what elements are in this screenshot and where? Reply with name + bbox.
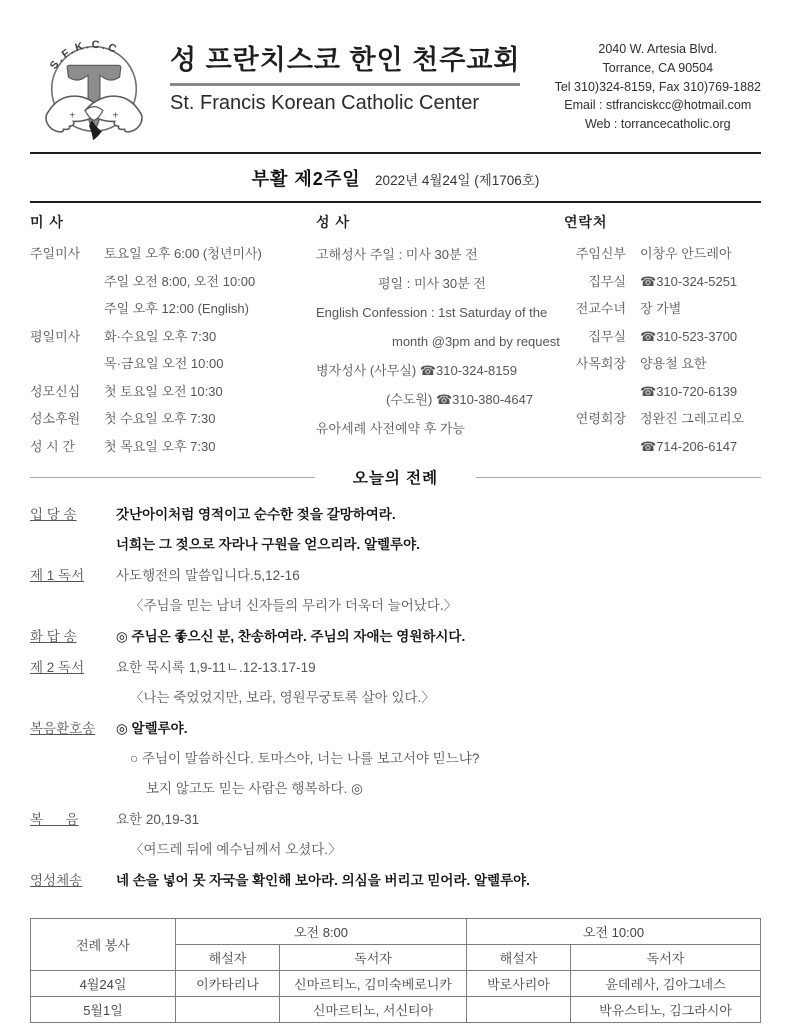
mass-row-value: 첫 목요일 오후 7:30 [104,438,216,454]
title-divider [170,83,520,86]
mass-row [30,405,316,433]
entry-label: 복 음 [30,812,79,827]
liturgy-entry-responsorial-psalm [30,622,761,652]
mass-row-value: 주일 오전 8:00, 오전 10:00 [104,273,256,289]
sacrament-line: month @3pm and by request [392,334,560,349]
entry-line: 네 손을 넣어 못 자국을 확인해 보아라. 의심을 버리고 믿어라. 알렐루야. [116,873,530,888]
mass-heading: 미 사 [30,214,64,230]
entry-line: ◎ 주님은 좋으신 분, 찬송하여라. 주님의 자애는 영원하시다. [116,629,466,644]
entry-line: 요한 묵시록 1,9-11ㄴ.12-13.17-19 [116,660,316,675]
mass-row-label [30,268,104,296]
contact-value: 장 가별 [640,301,682,316]
mass-row-value: 토요일 오후 6:00 (청년미사) [104,246,262,261]
sacrament-line: (수도원) ☎310-380-4647 [386,392,534,407]
contact-row [564,295,761,323]
mass-row-label [30,295,104,323]
phone-fax: Tel 310)324-8159, Fax 310)769-1882 [554,79,761,94]
contact-value: 정완진 그레고리오 [640,411,745,426]
church-logo-icon [30,26,158,144]
mass-row-label [30,350,104,378]
contacts-heading: 연락처 [564,214,608,230]
info-columns [30,203,761,460]
mass-row-value: 목·금요일 오전 10:00 [104,356,224,371]
entry-label: 제 1 독서 [30,568,85,583]
contact-value: ☎310-324-5251 [640,273,738,289]
mass-row-label: 주일미사 [30,246,81,261]
liturgy-entry-gospel [30,805,761,865]
svg-text:+: + [112,110,119,122]
mass-row [30,350,316,378]
divider-line-left [30,477,315,478]
contact-role [564,378,626,406]
contact-row [564,405,761,433]
address-block [555,40,761,134]
mass-section [30,212,316,460]
liturgy-entry-second-reading [30,653,761,713]
church-title-english: St. Francis Korean Catholic Center [170,92,480,114]
mass-row-value: 첫 수요일 오후 7:30 [104,411,216,426]
group-header-8am: 오전 8:00 [176,919,467,945]
mass-row [30,295,316,323]
mass-row [30,433,316,461]
subheader-reader-10am: 독서자 [571,945,761,971]
mass-row [30,378,316,406]
cell-date: 5월1일 [31,997,176,1023]
liturgy-heading: 오늘의 전례 [352,470,439,487]
church-title-block [170,38,520,115]
contact-role: 전교수녀 [575,301,626,316]
contact-row [564,350,761,378]
sacraments-section [316,212,564,460]
contact-role: 연령회장 [575,411,626,426]
divider-line-right [476,477,761,478]
entry-line: 보지 않고도 믿는 사람은 행복하다. ◎ [146,781,363,796]
contact-role: 집무실 [588,273,626,289]
entry-line: ◎ 알렐루야. [116,721,188,736]
entry-line: 요한 20,19-31 [116,812,200,827]
sacrament-line: 고해성사 주일 : 미사 30분 전 [316,247,478,262]
contact-row [564,323,761,351]
contact-value: 이창우 안드레아 [640,246,732,261]
masthead [30,154,761,201]
bulletin-issue-date: 2022년 4월24일 (제1706호) [375,173,540,188]
mass-row-value: 화·수요일 오후 7:30 [104,328,217,344]
contact-value: ☎714-206-6147 [640,438,738,454]
header [30,26,761,144]
liturgy-divider [30,466,761,488]
cell-commentator-8am [176,997,280,1023]
entry-label: 복음환호송 [30,721,96,736]
address-street: 2040 W. Artesia Blvd. [598,42,718,56]
mass-row-value: 주일 오후 12:00 (English) [104,301,249,316]
cell-commentator-8am: 이카타리나 [176,971,280,997]
website: Web : torrancecatholic.org [584,117,731,131]
mass-row-label: 평일미사 [30,328,81,344]
cell-reader-10am: 박유스티노, 김그라시아 [571,997,761,1023]
liturgy-entry-entrance-antiphon [30,500,761,560]
svg-text:S.F.K.C.C: S.F.K.C.C [47,38,121,72]
table-row [31,997,761,1023]
cell-commentator-10am: 박로사리아 [467,971,571,997]
subheader-reader-8am: 독서자 [280,945,467,971]
mass-row-label: 성소후원 [30,411,81,426]
table-corner-cell: 전례 봉사 [31,919,176,971]
liturgy-entry-first-reading [30,561,761,621]
subheader-commentator-10am: 해설자 [467,945,571,971]
liturgy-list [30,496,761,896]
contact-row [564,433,761,461]
sacrament-line: 평일 : 미사 30분 전 [378,276,486,291]
svg-text:+: + [69,110,76,122]
mass-row [30,240,316,268]
subheader-commentator-8am: 해설자 [176,945,280,971]
entry-line: 사도행전의 말씀입니다.5,12-16 [116,568,300,583]
mass-row-value: 첫 토요일 오전 10:30 [104,383,223,399]
liturgy-ministers-table [30,918,761,1023]
cell-date: 4월24일 [31,971,176,997]
liturgy-entry-communion-antiphon [30,866,761,896]
entry-label: 제 2 독서 [30,660,85,675]
liturgy-entry-gospel-acclamation [30,714,761,804]
contact-value: 양용철 요한 [640,356,707,371]
entry-line: 〈주님을 믿는 남녀 신자들의 무리가 더욱더 늘어났다.〉 [130,598,458,613]
sacrament-line: 병자성사 (사무실) ☎310-324-8159 [316,363,517,378]
contact-role: 주임신부 [575,246,626,261]
group-header-10am: 오전 10:00 [467,919,761,945]
mass-row [30,323,316,351]
cell-reader-10am: 윤데레사, 김아그네스 [571,971,761,997]
contact-role: 집무실 [588,328,626,344]
contact-row [564,240,761,268]
contact-role [564,433,626,461]
entry-line: ○ 주님이 말씀하신다. 토마스야, 너는 나를 보고서야 믿느냐? [130,751,480,766]
cell-commentator-10am [467,997,571,1023]
sacrament-line: English Confession : 1st Saturday of the [316,305,548,320]
email: Email : stfranciskcc@hotmail.com [564,98,752,113]
contact-value: ☎310-523-3700 [640,328,738,344]
church-title-korean: 성 프란치스코 한인 천주교회 [170,45,521,75]
contacts-section [564,212,761,460]
cell-reader-8am: 신마르티노, 김미숙베로니카 [280,971,467,997]
entry-line: 너희는 그 젖으로 자라나 구원을 얻으리라. 알렐루야. [116,537,420,552]
table-row [31,971,761,997]
bulletin-title: 부활 제2주일 [251,169,361,189]
contact-value: ☎310-720-6139 [640,383,738,399]
contact-row [564,268,761,296]
contact-role: 사목회장 [575,356,626,371]
contact-row [564,378,761,406]
entry-line: 〈나는 죽었었지만, 보라, 영원무궁토록 살아 있다.〉 [130,690,435,705]
sacraments-heading: 성 사 [316,214,350,230]
sacrament-line: 유아세례 사전예약 후 가능 [316,421,465,436]
entry-line: 갓난아이처럼 영적이고 순수한 젖을 갈망하여라. [116,507,396,522]
entry-label: 입 당 송 [30,507,77,522]
mass-row-label: 성 시 간 [30,438,75,454]
mass-row-label: 성모신심 [30,383,81,399]
entry-label: 화 답 송 [30,629,77,644]
entry-label: 영성체송 [30,873,83,888]
address-city: Torrance, CA 90504 [602,60,714,75]
entry-line: 〈여드레 뒤에 예수님께서 오셨다.〉 [130,842,342,857]
table-header-row-1 [31,919,761,945]
mass-row [30,268,316,296]
cell-reader-8am: 신마르티노, 서신티아 [280,997,467,1023]
